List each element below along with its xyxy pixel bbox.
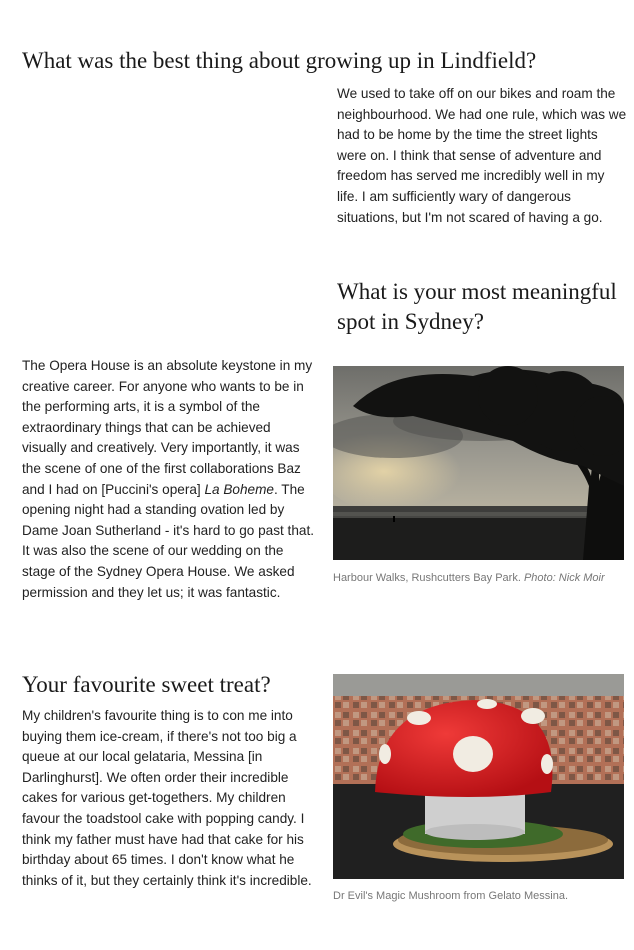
mushroom-photo-caption: Dr Evil's Magic Mushroom from Gelato Messina. [333,890,568,902]
opera-title: La Boheme [204,481,274,497]
answer-opera-house [22,356,314,603]
answer-opera-house-text-2: . The opening night had a standing ovation led by Dame Joan Sutherland - it's hard to go past that. It was also the scene of our wedding on the stage of the Sydney Opera House. We asked permission and they let us; it was fantastic. [22,481,315,600]
harbour-photo-credit: Photo: Nick Moir [523,572,605,584]
answer-sweet-treat: My children's favourite thing is to con me into buying them ice-cream, if there's not too big a queue at our local gelataria, Messina [in Darlinghurst]. We often order their incredible cakes for various get-togethers. My children favour the toadstool cake with popping candy. I think my father must have had that cake for his birthday about 65 times. I don't know what he thinks of it, but they certainly think it's incredible. [22,708,312,888]
answer-opera-house-text-1: The Opera House is an absolute keystone in my creative career. For anyone who wants to be in the performing arts, it is a symbol of the extraordinary things that can be achieved visually and creatively. Very importantly, it was the scene of one of the first collaborations Baz and I had on [Puccini's opera] [22,358,313,497]
harbour-photo-caption [333,570,624,586]
question-heading-lindfield: What was the best thing about growing up in Lindfield? [22,48,537,73]
mushroom-cake-photo [333,674,624,879]
question-heading-sweet-treat: Your favourite sweet treat? [22,672,271,697]
harbour-photo [333,366,624,560]
answer-lindfield: We used to take off on our bikes and roam the neighbourhood. We had one rule, which was we had to be home by the time the street lights were on. I think that sense of adventure and freedom has served me incredibly well in my life. I am sufficiently wary of dangerous situations, but I'm not scared of having a go. [337,86,627,225]
question-heading-meaningful-spot: What is your most meaningful spot in Sydney? [337,279,617,334]
harbour-caption-text: Harbour Walks, Rushcutters Bay Park. [333,572,521,584]
